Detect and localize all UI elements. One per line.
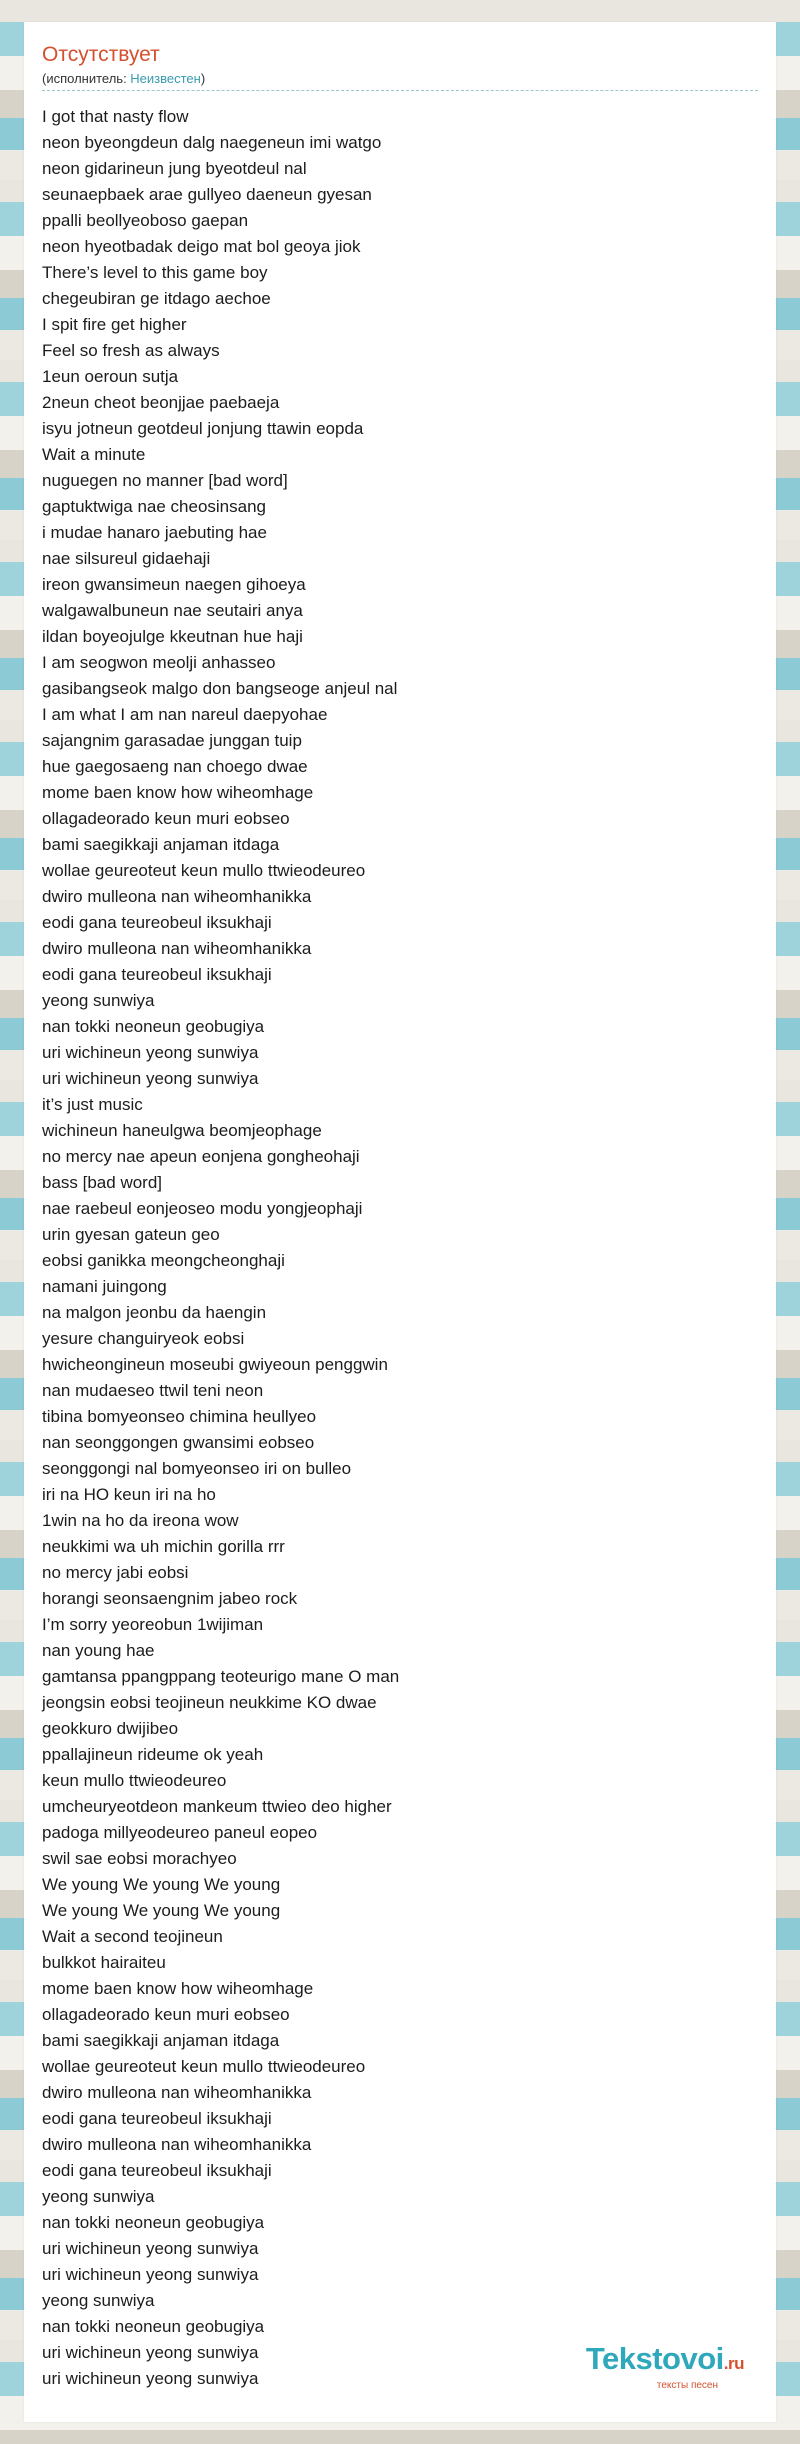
lyric-line: bulkkot hairaiteu: [42, 1953, 166, 1972]
lyric-line: wollae geureoteut keun mullo ttwieodeureo: [42, 861, 366, 880]
lyric-line: uri wichineun yeong sunwiya: [42, 2369, 259, 2388]
lyric-line: horangi seonsaengnim jabeo rock: [42, 1589, 298, 1608]
lyric-line: ildan boyeojulge kkeutnan hue haji: [42, 627, 303, 646]
lyric-line: 2neun cheot beonjjae paebaeja: [42, 393, 280, 412]
lyric-line: hwicheongineun moseubi gwiyeoun penggwin: [42, 1355, 388, 1374]
lyric-line: geokkuro dwijibeo: [42, 1719, 179, 1738]
lyric-line: 1eun oeroun sutja: [42, 367, 179, 386]
lyric-line: swil sae eobsi morachyeo: [42, 1849, 237, 1868]
lyric-line: eodi gana teureobeul iksukhaji: [42, 2161, 272, 2180]
lyric-line: I am what I am nan nareul daepyohae: [42, 705, 328, 724]
artist-prefix: (исполнитель:: [42, 71, 131, 86]
lyric-line: neon hyeotbadak deigo mat bol geoya jiok: [42, 237, 361, 256]
lyric-line: nan mudaeseo ttwil teni neon: [42, 1381, 264, 1400]
lyric-line: umcheuryeotdeon mankeum ttwieo deo higher: [42, 1797, 392, 1816]
lyric-line: bami saegikkaji anjaman itdaga: [42, 2031, 280, 2050]
lyric-line: eobsi ganikka meongcheonghaji: [42, 1251, 285, 1270]
lyric-line: yesure changuiryeok eobsi: [42, 1329, 245, 1348]
lyrics-card: [24, 22, 776, 2422]
lyric-line: I spit fire get higher: [42, 315, 187, 334]
lyric-line: dwiro mulleona nan wiheomhanikka: [42, 887, 312, 906]
lyric-line: i mudae hanaro jaebuting hae: [42, 523, 267, 542]
lyric-line: bass [bad word]: [42, 1173, 163, 1192]
lyric-line: ppallajineun rideume ok yeah: [42, 1745, 264, 1764]
lyric-line: ppalli beollyeoboso gaepan: [42, 211, 249, 230]
lyric-line: urin gyesan gateun geo: [42, 1225, 220, 1244]
lyric-line: neon byeongdeun dalg naegeneun imi watgo: [42, 133, 382, 152]
lyric-line: tibina bomyeonseo chimina heullyeo: [42, 1407, 317, 1426]
lyric-line: nae raebeul eonjeoseo modu yongjeophaji: [42, 1199, 363, 1218]
lyric-line: namani juingong: [42, 1277, 167, 1296]
lyric-line: Feel so fresh as always: [42, 341, 220, 360]
lyric-line: uri wichineun yeong sunwiya: [42, 2343, 259, 2362]
artist-line: [42, 70, 758, 88]
logo-tagline: тексты песен: [656, 2380, 718, 2391]
lyric-line: keun mullo ttwieodeureo: [42, 1771, 227, 1790]
lyric-line: We young We young We young: [42, 1901, 281, 1920]
artist-suffix: ): [200, 71, 206, 86]
lyric-line: chegeubiran ge itdago aechoe: [42, 289, 271, 308]
lyric-line: ollagadeorado keun muri eobseo: [42, 2005, 290, 2024]
lyric-line: I am seogwon meolji anhasseo: [42, 653, 276, 672]
artist-link[interactable]: Неизвестен: [130, 71, 201, 86]
lyric-line: neon gidarineun jung byeotdeul nal: [42, 159, 307, 178]
lyric-line: yeong sunwiya: [42, 2187, 155, 2206]
lyric-line: gamtansa ppangppang teoteurigo mane O man: [42, 1667, 400, 1686]
lyrics-text: [42, 104, 742, 2392]
lyric-line: gasibangseok malgo don bangseoge anjeul nal: [42, 679, 398, 698]
lyric-line: no mercy nae apeun eonjena gongheohaji: [42, 1147, 360, 1166]
lyric-line: uri wichineun yeong sunwiya: [42, 2265, 259, 2284]
lyric-line: nuguegen no manner [bad word]: [42, 471, 288, 490]
lyric-line: ollagadeorado keun muri eobseo: [42, 809, 290, 828]
lyric-line: mome baen know how wiheomhage: [42, 1979, 314, 1998]
lyric-line: nan tokki neoneun geobugiya: [42, 2317, 265, 2336]
lyric-line: seonggongi nal bomyeonseo iri on bulleo: [42, 1459, 352, 1478]
lyric-line: eodi gana teureobeul iksukhaji: [42, 2109, 272, 2128]
lyric-line: seunaepbaek arae gullyeo daeneun gyesan: [42, 185, 372, 204]
lyric-line: isyu jotneun geotdeul jonjung ttawin eopda: [42, 419, 364, 438]
lyric-line: hue gaegosaeng nan choego dwae: [42, 757, 308, 776]
song-title: Отсутствует: [42, 43, 160, 66]
lyric-line: na malgon jeonbu da haengin: [42, 1303, 267, 1322]
lyric-line: nan young hae: [42, 1641, 155, 1660]
lyric-line: padoga millyeodeureo paneul eopeo: [42, 1823, 318, 1842]
lyric-line: eodi gana teureobeul iksukhaji: [42, 913, 272, 932]
lyric-line: gaptuktwiga nae cheosinsang: [42, 497, 266, 516]
lyric-line: I got that nasty flow: [42, 107, 189, 126]
lyric-line: yeong sunwiya: [42, 991, 155, 1010]
lyric-line: mome baen know how wiheomhage: [42, 783, 314, 802]
lyric-line: nan tokki neoneun geobugiya: [42, 1017, 265, 1036]
header-divider: [42, 90, 758, 91]
logo-name: Tekstovoi: [585, 2341, 724, 2376]
lyric-line: walgawalbuneun nae seutairi anya: [42, 601, 303, 620]
lyric-line: I’m sorry yeoreobun 1wijiman: [42, 1615, 264, 1634]
lyric-line: no mercy jabi eobsi: [42, 1563, 189, 1582]
logo-wordmark: [586, 2343, 744, 2380]
lyric-line: Wait a second teojineun: [42, 1927, 223, 1946]
lyric-line: 1win na ho da ireona wow: [42, 1511, 239, 1530]
lyric-line: wollae geureoteut keun mullo ttwieodeureo: [42, 2057, 366, 2076]
lyric-line: dwiro mulleona nan wiheomhanikka: [42, 2135, 312, 2154]
lyric-line: wichineun haneulgwa beomjeophage: [42, 1121, 322, 1140]
lyric-line: iri na HO keun iri na ho: [42, 1485, 216, 1504]
lyric-line: nan tokki neoneun geobugiya: [42, 2213, 265, 2232]
lyric-line: eodi gana teureobeul iksukhaji: [42, 965, 272, 984]
lyric-line: bami saegikkaji anjaman itdaga: [42, 835, 280, 854]
logo-tld: .ru: [723, 2354, 744, 2373]
lyric-line: neukkimi wa uh michin gorilla rrr: [42, 1537, 285, 1556]
site-logo[interactable]: [586, 2343, 744, 2392]
lyric-line: uri wichineun yeong sunwiya: [42, 1069, 259, 1088]
lyric-line: nan seonggongen gwansimi eobseo: [42, 1433, 315, 1452]
lyric-line: uri wichineun yeong sunwiya: [42, 1043, 259, 1062]
lyric-line: We young We young We young: [42, 1875, 281, 1894]
lyric-line: ireon gwansimeun naegen gihoeya: [42, 575, 306, 594]
song-header: [42, 42, 758, 91]
lyric-line: nae silsureul gidaehaji: [42, 549, 211, 568]
lyric-line: There’s level to this game boy: [42, 263, 268, 282]
lyric-line: yeong sunwiya: [42, 2291, 155, 2310]
lyric-line: dwiro mulleona nan wiheomhanikka: [42, 2083, 312, 2102]
lyric-line: sajangnim garasadae junggan tuip: [42, 731, 302, 750]
lyric-line: it’s just music: [42, 1095, 143, 1114]
lyric-line: jeongsin eobsi teojineun neukkime KO dwae: [42, 1693, 377, 1712]
lyric-line: Wait a minute: [42, 445, 146, 464]
lyric-line: uri wichineun yeong sunwiya: [42, 2239, 259, 2258]
lyric-line: dwiro mulleona nan wiheomhanikka: [42, 939, 312, 958]
